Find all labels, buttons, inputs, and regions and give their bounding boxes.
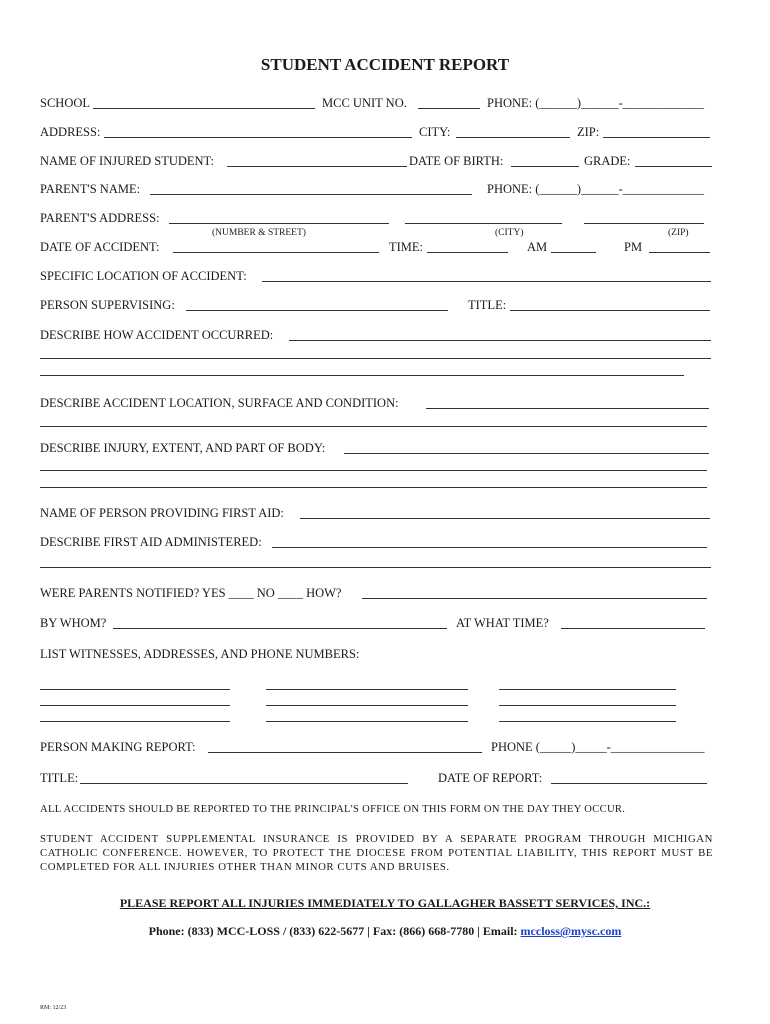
person-making-report-field[interactable] <box>208 752 482 753</box>
describe-injury-line-3[interactable] <box>40 487 707 488</box>
specific-location-field[interactable] <box>262 281 711 282</box>
witnesses-label: LIST WITNESSES, ADDRESSES, AND PHONE NUMBERS: <box>40 647 360 661</box>
describe-occurred-line-2[interactable] <box>40 358 711 359</box>
parents-notified-label: WERE PARENTS NOTIFIED? YES ____ NO ____ HOW? <box>40 586 342 600</box>
insurance-notice: STUDENT ACCIDENT SUPPLEMENTAL INSURANCE IS PROVIDED BY A SEPARATE PROGRAM THROUGH MICHIGAN CATHOLIC CONFERENCE. HOWEVER, TO PROTECT THE DIOCESE FROM POTENTIAL LIABILITY, THIS REPORT MUST BE COMPLETED FOR ALL INJURIES OTHER THAN MINOR CUTS AND BRUISES. <box>40 833 713 873</box>
mcc-unit-label: MCC UNIT NO. <box>322 96 407 110</box>
notified-how-field[interactable] <box>362 598 707 599</box>
city-label: CITY: <box>419 125 451 139</box>
contact-info: Phone: (833) MCC-LOSS / (833) 622-5677 | Fax: (866) 668-7780 | Email: <box>148 924 521 938</box>
parents-name-label: PARENT'S NAME: <box>40 182 141 196</box>
parents-street-field[interactable] <box>169 223 389 224</box>
city-caption: (CITY) <box>495 228 524 238</box>
am-label: AM <box>527 240 548 254</box>
describe-occurred-line-3[interactable] <box>40 375 684 376</box>
witness-2-name-field[interactable] <box>40 705 230 706</box>
describe-injury-line-2[interactable] <box>40 470 707 471</box>
address-field[interactable] <box>104 137 412 138</box>
date-of-report-label: DATE OF REPORT: <box>438 771 543 785</box>
grade-label: GRADE: <box>584 154 631 168</box>
parents-zip-field[interactable] <box>584 223 704 224</box>
witness-2-address-field[interactable] <box>266 705 468 706</box>
supervisor-title-field[interactable] <box>510 310 710 311</box>
report-injuries-notice: PLEASE REPORT ALL INJURIES IMMEDIATELY TO GALLAGHER BASSETT SERVICES, INC.: <box>119 896 651 910</box>
school-field[interactable] <box>93 108 315 109</box>
time-field[interactable] <box>427 252 508 253</box>
first-aid-describe-field[interactable] <box>272 547 707 548</box>
dob-field[interactable] <box>511 166 579 167</box>
zip-field[interactable] <box>603 137 710 138</box>
contact-line <box>0 924 770 939</box>
report-phone-label: PHONE (_____)_____-_______________ <box>491 740 705 754</box>
zip-caption: (ZIP) <box>668 228 689 238</box>
parents-address-label: PARENT'S ADDRESS: <box>40 211 160 225</box>
school-phone-label: PHONE: (______)______-_____________ <box>487 96 705 110</box>
revision-code: RM: 12/23 <box>40 1005 67 1011</box>
describe-occurred-field[interactable] <box>289 340 711 341</box>
pm-label: PM <box>624 240 643 254</box>
witness-1-phone-field[interactable] <box>499 689 676 690</box>
mcc-unit-field[interactable] <box>418 108 480 109</box>
at-what-time-field[interactable] <box>561 628 705 629</box>
describe-injury-label: DESCRIBE INJURY, EXTENT, AND PART OF BODY: <box>40 441 326 455</box>
supervisor-title-label: TITLE: <box>468 298 507 312</box>
date-of-accident-field[interactable] <box>173 252 379 253</box>
specific-location-label: SPECIFIC LOCATION OF ACCIDENT: <box>40 269 247 283</box>
first-aid-person-field[interactable] <box>300 518 710 519</box>
report-title-field[interactable] <box>80 783 408 784</box>
email-link[interactable]: mccloss@mysc.com <box>520 924 622 938</box>
by-whom-field[interactable] <box>113 628 447 629</box>
number-street-caption: (NUMBER & STREET) <box>212 228 306 238</box>
city-field[interactable] <box>456 137 570 138</box>
witness-2-phone-field[interactable] <box>499 705 676 706</box>
witness-3-address-field[interactable] <box>266 721 468 722</box>
by-whom-label: BY WHOM? <box>40 616 107 630</box>
person-making-report-label: PERSON MAKING REPORT: <box>40 740 196 754</box>
pm-field[interactable] <box>649 252 710 253</box>
time-label: TIME: <box>389 240 424 254</box>
describe-location-line-2[interactable] <box>40 426 707 427</box>
witness-1-address-field[interactable] <box>266 689 468 690</box>
school-label: SCHOOL <box>40 96 91 110</box>
dob-label: DATE OF BIRTH: <box>409 154 504 168</box>
at-what-time-label: AT WHAT TIME? <box>456 616 549 630</box>
injured-student-field[interactable] <box>227 166 407 167</box>
describe-injury-field[interactable] <box>344 453 709 454</box>
principal-notice: ALL ACCIDENTS SHOULD BE REPORTED TO THE PRINCIPAL'S OFFICE ON THIS FORM ON THE DAY THEY OCCUR. <box>40 804 626 815</box>
am-field[interactable] <box>551 252 596 253</box>
person-supervising-field[interactable] <box>186 310 448 311</box>
first-aid-describe-line-2[interactable] <box>40 567 711 568</box>
parent-phone-label: PHONE: (______)______-_____________ <box>487 182 705 196</box>
first-aid-describe-label: DESCRIBE FIRST AID ADMINISTERED: <box>40 535 262 549</box>
describe-location-label: DESCRIBE ACCIDENT LOCATION, SURFACE AND CONDITION: <box>40 396 399 410</box>
parents-city-field[interactable] <box>405 223 562 224</box>
grade-field[interactable] <box>635 166 712 167</box>
describe-occurred-label: DESCRIBE HOW ACCIDENT OCCURRED: <box>40 328 274 342</box>
date-of-accident-label: DATE OF ACCIDENT: <box>40 240 160 254</box>
zip-label: ZIP: <box>577 125 600 139</box>
date-of-report-field[interactable] <box>551 783 707 784</box>
report-title-label: TITLE: <box>40 771 79 785</box>
injured-student-label: NAME OF INJURED STUDENT: <box>40 154 215 168</box>
describe-location-field[interactable] <box>426 408 709 409</box>
person-supervising-label: PERSON SUPERVISING: <box>40 298 175 312</box>
witness-3-phone-field[interactable] <box>499 721 676 722</box>
first-aid-person-label: NAME OF PERSON PROVIDING FIRST AID: <box>40 506 284 520</box>
address-label: ADDRESS: <box>40 125 101 139</box>
parents-name-field[interactable] <box>150 194 472 195</box>
witness-1-name-field[interactable] <box>40 689 230 690</box>
form-title: STUDENT ACCIDENT REPORT <box>260 55 510 74</box>
witness-3-name-field[interactable] <box>40 721 230 722</box>
